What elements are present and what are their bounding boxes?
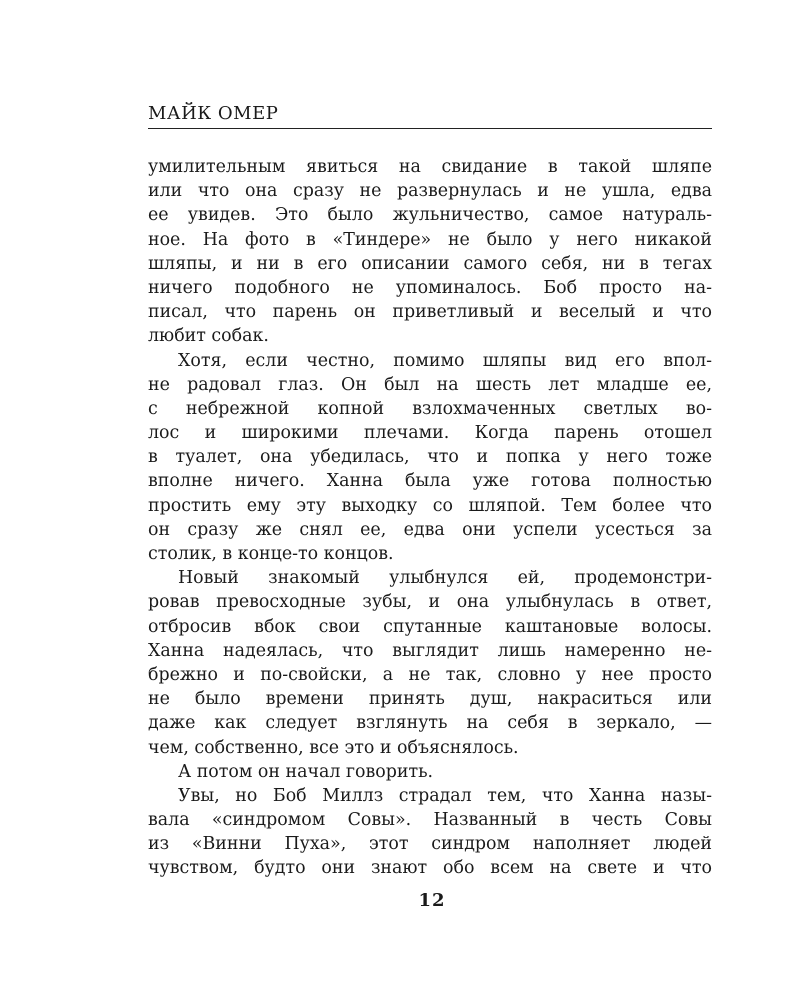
text-line: Увы, но Боб Миллз страдал тем, что Ханна назы- [178, 785, 712, 806]
text-line: ничего подобного не упоминалось. Боб просто на- [148, 277, 712, 298]
text-line: с небрежной копной взлохмаченных светлых во- [148, 398, 712, 419]
text-line: Ханна надеялась, что выглядит лишь намеренно не- [148, 640, 712, 661]
text-line: вала «синдромом Совы». Названный в честь Совы [148, 810, 712, 831]
paragraph [148, 566, 712, 760]
text-line: любит собак. [148, 326, 269, 347]
paragraph [148, 784, 712, 881]
text-line: ное. На фото в «Тиндере» не было у него никакой [148, 229, 712, 250]
text-line: Новый знакомый улыбнулся ей, продемонстри- [178, 568, 712, 589]
text-line: умилительным явиться на свидание в такой шляпе [148, 157, 712, 177]
text-line: даже как следует взглянуть на себя в зеркало, — [148, 713, 712, 734]
text-line: брежно и по-свойски, а не так, словно у нее просто [148, 664, 712, 685]
text-line: не было времени принять душ, накраситься или [148, 689, 712, 710]
text-line: он сразу же снял ее, едва они успели усесться за [148, 519, 712, 540]
text-line: отбросив вбок свои спутанные каштановые волосы. [148, 616, 712, 637]
paragraph [148, 760, 712, 784]
text-line: шляпы, и ни в его описании самого себя, ни в тегах [148, 253, 712, 274]
running-head [148, 102, 712, 129]
text-line: простить ему эту выходку со шляпой. Тем более что [148, 495, 712, 516]
text-line: вполне ничего. Ханна была уже готова полностью [148, 471, 712, 492]
text-line: ее увидев. Это было жульничество, самое натураль- [148, 205, 712, 226]
running-head-title: МАЙК ОМЕР [148, 103, 279, 124]
text-line: Хотя, если честно, помимо шляпы вид его впол- [178, 350, 712, 371]
paragraph [148, 349, 712, 567]
body-text [148, 155, 712, 881]
page-number: 12 [418, 890, 446, 911]
text-line: или что она сразу не развернулась и не ушла, едва [148, 181, 712, 202]
paragraph [148, 155, 712, 349]
text-line: А потом он начал говорить. [178, 761, 434, 782]
text-line: чувством, будто они знают обо всем на свете и что [148, 858, 712, 879]
text-line: лос и широкими плечами. Когда парень отошел [148, 423, 712, 444]
text-line: в туалет, она убедилась, что и попка у него тоже [148, 447, 712, 468]
text-line: ровав превосходные зубы, и она улыбнулась в ответ, [148, 592, 712, 613]
text-line: не радовал глаз. Он был на шесть лет младше ее, [148, 374, 712, 395]
text-line: чем, собственно, все это и объяснялось. [148, 737, 519, 758]
text-line: столик, в конце-то концов. [148, 544, 394, 564]
text-line: из «Винни Пуха», этот синдром наполняет людей [148, 834, 712, 855]
text-line: писал, что парень он приветливый и веселый и что [148, 302, 712, 323]
